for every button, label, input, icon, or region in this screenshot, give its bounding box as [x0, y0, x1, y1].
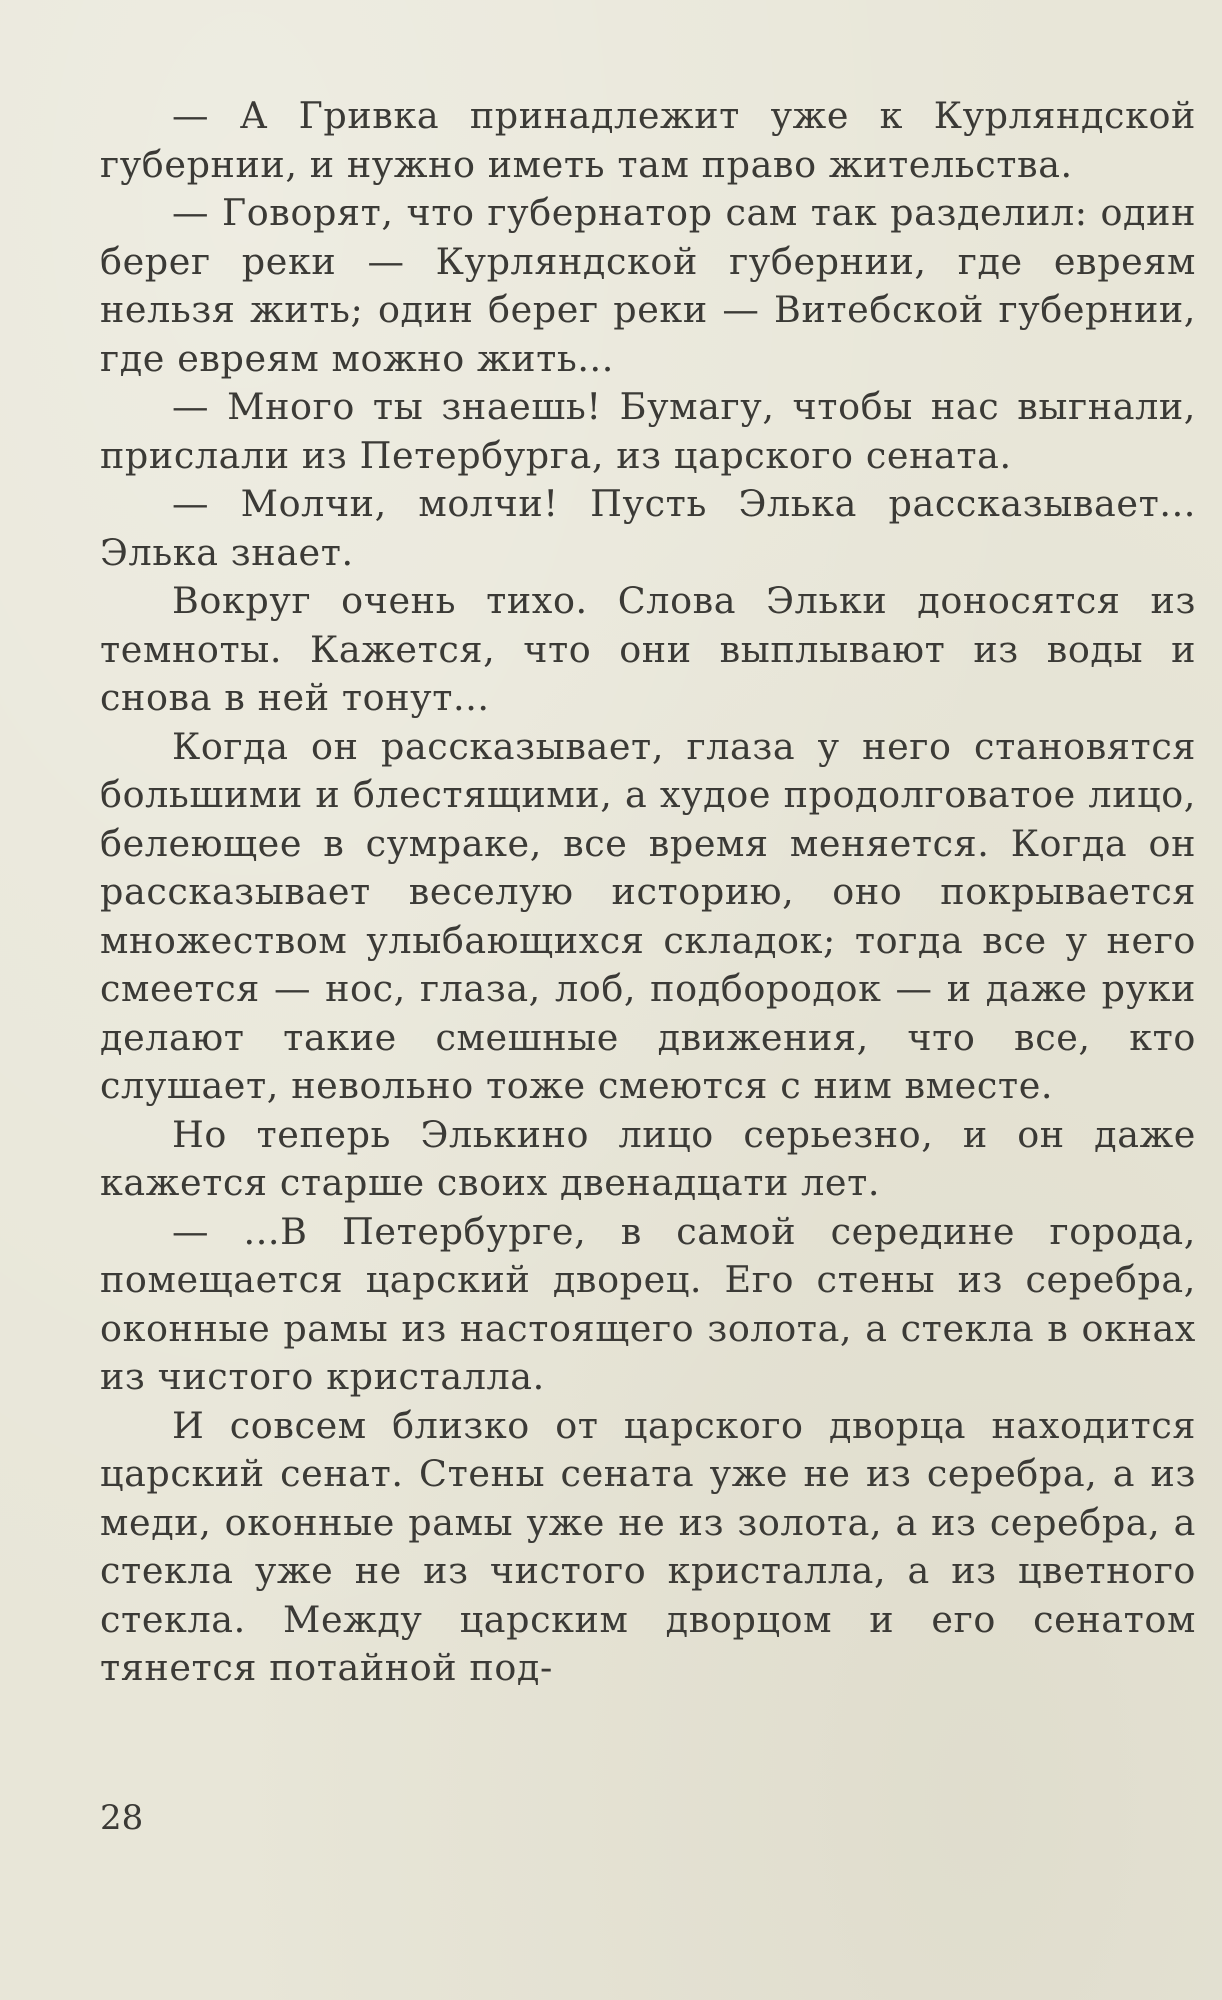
- paragraph-3: — Много ты знаешь! Бумагу, чтобы нас выгнали, прислали из Петербурга, из царского сената.: [100, 385, 1196, 477]
- paragraph-4: — Молчи, молчи! Пусть Элька рассказывает... Элька знает.: [100, 482, 1196, 574]
- paragraph-8: — ...В Петербурге, в самой середине города, помещается царский дворец. Его стены из серебра, оконные рамы из настоящего золота, а стекла в окнах из чистого кристалла.: [100, 1209, 1196, 1398]
- page-text: [100, 92, 1196, 1693]
- paragraph-1: — А Гривка принадлежит уже к Курляндской губернии, и нужно иметь там право жительства.: [100, 94, 1196, 186]
- paragraph-2: — Говорят, что губернатор сам так разделил: один берег реки — Курляндской губернии, где евреям нельзя жить; один берег реки — Витебской губернии, где евреям можно жить...: [100, 191, 1196, 380]
- paragraph-7: Но теперь Элькино лицо серьезно, и он даже кажется старше своих двенадцати лет.: [100, 1112, 1196, 1204]
- page-number: 28: [100, 1798, 144, 1838]
- paragraph-6: Когда он рассказывает, глаза у него становятся большими и блестящими, а худое продолговатое лицо, белеющее в сумраке, все время меняется. Когда он рассказывает веселую историю, оно покрывается множеством улыбающихся складок; тогда все у него смеется — нос, глаза, лоб, подбородок — и даже руки делают такие смешные движения, что все, кто слушает, невольно тоже смеются с ним вместе.: [100, 724, 1196, 1107]
- paragraph-5: Вокруг очень тихо. Слова Эльки доносятся из темноты. Кажется, что они выплывают из воды и снова в ней тонут...: [100, 579, 1196, 719]
- paragraph-9: И совсем близко от царского дворца находится царский сенат. Стены сената уже не из серебра, а из меди, оконные рамы уже не из золота, а из серебра, а стекла уже не из чистого кристалла, а из цветного стекла. Между царским дворцом и его сенатом тянется потайной под-: [100, 1403, 1196, 1689]
